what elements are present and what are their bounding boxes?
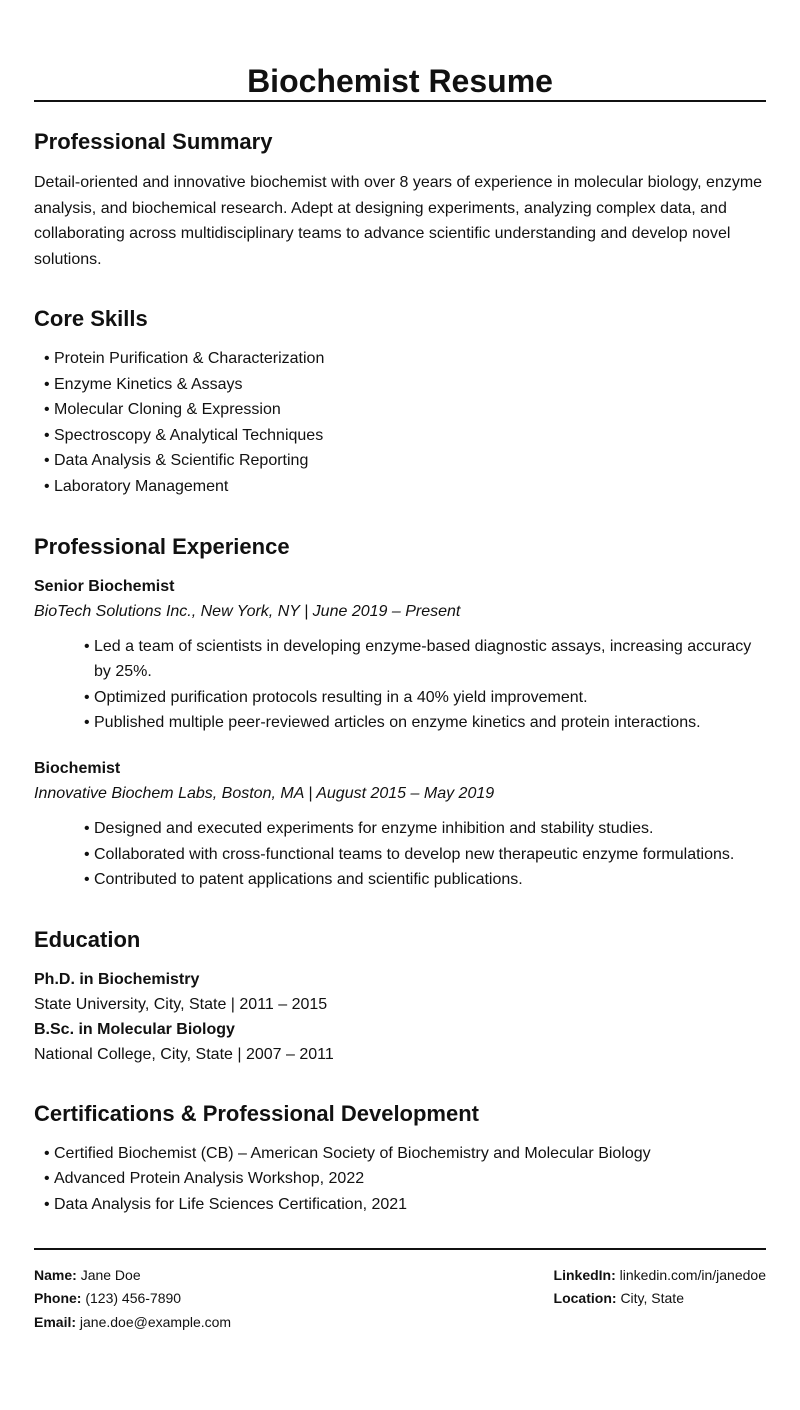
- contact-email: [34, 1311, 231, 1335]
- skills-list: [34, 346, 766, 500]
- bullet-icon: •: [44, 477, 50, 495]
- contact-right-column: [554, 1264, 766, 1335]
- certifications-list: [34, 1141, 766, 1218]
- bullet-icon: •: [84, 637, 90, 655]
- skill-text: Data Analysis & Scientific Reporting: [54, 452, 309, 470]
- contact-phone-value: (123) 456-7890: [85, 1290, 182, 1306]
- degree-detail: State University, City, State | 2011 – 2015: [34, 995, 328, 1013]
- list-item: [34, 346, 766, 372]
- page-title: Biochemist Resume: [247, 63, 553, 99]
- job-bullet-text: Published multiple peer-reviewed articles on enzyme kinetics and protein interactions.: [94, 714, 701, 732]
- bullet-icon: •: [44, 1170, 50, 1188]
- skill-text: Enzyme Kinetics & Assays: [54, 375, 243, 393]
- skills-section: [34, 305, 766, 500]
- contact-location-label: Location:: [553, 1290, 617, 1306]
- summary-heading: Professional Summary: [34, 129, 273, 154]
- degree-detail: National College, City, State | 2007 – 2011: [34, 1045, 334, 1063]
- list-item: [34, 372, 766, 398]
- list-item: [34, 867, 766, 893]
- list-item: [34, 397, 766, 423]
- job-bullets: [34, 634, 766, 736]
- list-item: [34, 710, 766, 736]
- bullet-icon: •: [84, 819, 90, 837]
- list-item: [34, 634, 766, 685]
- job-bullet-text: Optimized purification protocols resulting in a 40% yield improvement.: [94, 688, 588, 706]
- bullet-icon: •: [44, 350, 50, 367]
- degree-title: Ph.D. in Biochemistry: [34, 970, 200, 988]
- education-heading: Education: [34, 926, 141, 952]
- bullet-icon: •: [84, 845, 90, 863]
- list-item: [34, 842, 766, 868]
- certifications-section: [34, 1100, 766, 1218]
- certifications-heading: Certifications & Professional Development: [34, 1100, 479, 1126]
- bullet-icon: •: [44, 401, 50, 419]
- job-entry: [34, 574, 766, 736]
- bullet-icon: •: [84, 714, 90, 732]
- education-section: [34, 926, 766, 1067]
- contact-linkedin-value[interactable]: linkedin.com/in/janedoe: [619, 1266, 766, 1283]
- degree-title: B.Sc. in Molecular Biology: [34, 1020, 235, 1038]
- contact-location: [554, 1287, 766, 1311]
- bullet-icon: •: [44, 1144, 50, 1162]
- education-entry: [34, 967, 766, 1017]
- contact-email-label: Email:: [34, 1313, 77, 1330]
- resume-page: [34, 0, 766, 1334]
- summary-text: Detail-oriented and innovative biochemist with over 8 years of experience in molecular biology, enzyme analysis, and biochemical research. Adept at designing experiments, analyzing complex data, and collaborating across multidisciplinary teams to advance scientific understanding and develop novel solutions.: [34, 174, 763, 268]
- certification-text: Advanced Protein Analysis Workshop, 2022: [54, 1170, 365, 1188]
- contact-phone: [34, 1287, 231, 1311]
- contact-linkedin: [554, 1264, 766, 1288]
- bullet-icon: •: [44, 452, 50, 470]
- contact-location-value: City, State: [620, 1290, 684, 1306]
- list-item: [34, 816, 766, 842]
- bullet-icon: •: [84, 688, 90, 706]
- summary-section: [34, 128, 766, 272]
- job-entry: [34, 756, 766, 893]
- list-item: [34, 685, 766, 711]
- certification-text: Data Analysis for Life Sciences Certification, 2021: [54, 1195, 408, 1213]
- header-divider: [34, 100, 766, 102]
- job-bullet-text: Collaborated with cross-functional teams to develop new therapeutic enzyme formulations.: [94, 845, 735, 863]
- list-item: [34, 423, 766, 449]
- job-meta: Innovative Biochem Labs, Boston, MA | August 2015 – May 2019: [34, 784, 495, 802]
- contact-name-value: Jane Doe: [80, 1266, 141, 1283]
- job-meta: BioTech Solutions Inc., New York, NY | June 2019 – Present: [34, 602, 461, 620]
- certification-text: Certified Biochemist (CB) – American Society of Biochemistry and Molecular Biology: [54, 1144, 651, 1162]
- contact-phone-label: Phone:: [34, 1290, 82, 1306]
- list-item: [34, 1166, 766, 1192]
- skill-text: Protein Purification & Characterization: [54, 350, 325, 367]
- bullet-icon: •: [44, 375, 50, 393]
- job-bullet-text: Contributed to patent applications and scientific publications.: [94, 871, 523, 889]
- contact-linkedin-label: LinkedIn:: [553, 1266, 616, 1283]
- job-title: Senior Biochemist: [34, 577, 175, 595]
- experience-section: [34, 533, 766, 893]
- skill-text: Molecular Cloning & Expression: [54, 401, 281, 419]
- job-bullet-text: Led a team of scientists in developing enzyme-based diagnostic assays, increasing accuracy by 25%.: [94, 637, 752, 681]
- bullet-icon: •: [44, 426, 50, 444]
- job-bullet-text: Designed and executed experiments for enzyme inhibition and stability studies.: [94, 819, 654, 837]
- contact-name: [34, 1264, 231, 1288]
- contact-email-value[interactable]: jane.doe@example.com: [79, 1313, 232, 1330]
- list-item: [34, 448, 766, 474]
- contact-footer: [34, 1264, 766, 1335]
- list-item: [34, 1141, 766, 1167]
- bullet-icon: •: [44, 1195, 50, 1213]
- list-item: [34, 1192, 766, 1218]
- skills-heading: Core Skills: [34, 306, 148, 331]
- education-entry: [34, 1017, 766, 1067]
- job-title: Biochemist: [34, 759, 121, 777]
- footer-divider: [34, 1248, 766, 1250]
- list-item: [34, 474, 766, 500]
- job-bullets: [34, 816, 766, 893]
- contact-name-label: Name:: [34, 1266, 77, 1283]
- bullet-icon: •: [84, 871, 90, 889]
- skill-text: Spectroscopy & Analytical Techniques: [54, 426, 324, 444]
- skill-text: Laboratory Management: [54, 477, 229, 495]
- experience-heading: Professional Experience: [34, 533, 290, 559]
- contact-left-column: [34, 1264, 231, 1335]
